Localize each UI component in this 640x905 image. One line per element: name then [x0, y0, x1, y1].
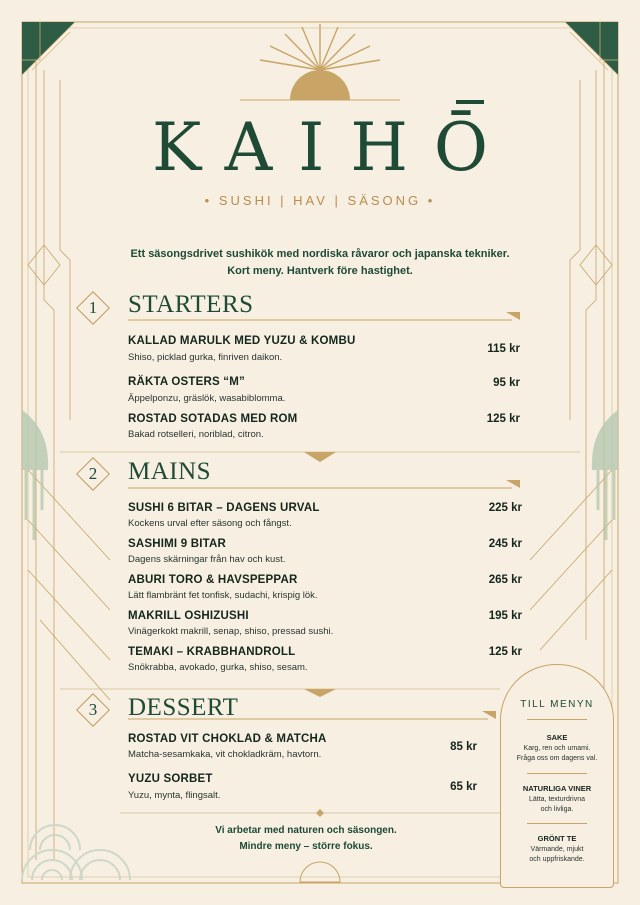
section-title-dessert: DESSERT — [128, 694, 239, 721]
menu-item-desc: Kockens urval efter säsong och fångst. — [128, 518, 292, 529]
divider — [527, 773, 587, 774]
footer-text — [176, 823, 436, 855]
menu-item-desc: Bakad rotselleri, noriblad, citron. — [128, 429, 264, 440]
menu-item-name: RÄKTA OSTERS “M” — [128, 376, 245, 388]
section-number-starters: 1 — [76, 291, 110, 325]
menu-item-price: 95 kr — [493, 377, 520, 389]
section-title-mains: MAINS — [128, 458, 212, 485]
intro-line-1: Ett säsongsdrivet sushikök med nordiska råvaror och japanska tekniker. — [130, 248, 510, 260]
menu-item-desc: Snökrabba, avokado, gurka, shiso, sesam. — [128, 662, 308, 673]
menu-item-name: SUSHI 6 BITAR – DAGENS URVAL — [128, 502, 320, 514]
footer-line-2: Mindre meny – större fokus. — [239, 841, 373, 852]
drink-desc: Lätta, texturdrivna och livliga. — [528, 796, 586, 813]
menu-item-price: 85 kr — [450, 741, 477, 753]
menu-item-name: KALLAD MARULK MED YUZU & KOMBU — [128, 335, 356, 347]
brand-logo: KAIHŌ — [151, 109, 515, 186]
menu-item-name: YUZU SORBET — [128, 773, 213, 785]
intro-line-2: Kort meny. Hantverk före hastighet. — [227, 265, 413, 277]
menu-item-desc: Vinägerkokt makrill, senap, shiso, pressad sushi. — [128, 626, 334, 637]
menu-item-name: ROSTAD SOTADAS MED ROM — [128, 413, 298, 425]
drinks-panel-title: TILL MENYN — [520, 699, 594, 710]
drink-desc: Karg, ren och umami. Fråga oss om dagens val. — [516, 745, 598, 762]
drinks-panel — [500, 664, 614, 888]
footer-line-1: Vi arbetar med naturen och säsongen. — [215, 825, 397, 836]
menu-item-price: 125 kr — [488, 646, 522, 658]
menu-item-price: 195 kr — [488, 610, 522, 622]
section-number-mains: 2 — [76, 457, 110, 491]
drink-heading-wine: NATURLIGA VINER — [522, 784, 592, 793]
menu-item-price: 65 kr — [450, 781, 477, 793]
intro-text — [100, 246, 540, 280]
menu-item-desc: Shiso, picklad gurka, finriven daikon. — [128, 352, 283, 363]
menu-item-desc: Dagens skärningar från hav och kust. — [128, 554, 286, 565]
drink-desc: Värmande, mjukt och uppfriskande. — [529, 846, 585, 863]
drink-heading-tea: GRÖNT TE — [537, 834, 577, 843]
drink-heading-sake: SAKE — [546, 733, 568, 742]
menu-item-name: ROSTAD VIT CHOKLAD & MATCHA — [128, 733, 327, 745]
menu-item-name: TEMAKI – KRABBHANDROLL — [128, 646, 296, 658]
menu-item-name: ABURI TORO & HAVSPEPPAR — [128, 574, 298, 586]
menu-item-price: 245 kr — [488, 538, 522, 550]
menu-item-desc: Yuzu, mynta, flingsalt. — [128, 790, 221, 801]
menu-item-name: SASHIMI 9 BITAR — [128, 538, 226, 550]
divider — [527, 823, 587, 824]
brand-tagline: • SUSHI | HAV | SÄSONG • — [204, 193, 436, 208]
divider — [527, 719, 587, 720]
menu-item-price: 225 kr — [488, 502, 522, 514]
menu-item-desc: Matcha-sesamkaka, vit chokladkräm, havtorn. — [128, 749, 322, 760]
menu-item-desc: Äppelponzu, gräslök, wasabiblomma. — [128, 393, 286, 404]
menu-item-price: 125 kr — [486, 413, 520, 425]
section-number-dessert: 3 — [76, 693, 110, 727]
menu-item-desc: Lätt flambränt fet tonfisk, sudachi, krispig lök. — [128, 590, 318, 601]
menu-item-name: MAKRILL OSHIZUSHI — [128, 610, 249, 622]
menu-item-price: 265 kr — [488, 574, 522, 586]
section-title-starters: STARTERS — [128, 291, 254, 318]
menu-item-price: 115 kr — [487, 343, 520, 355]
